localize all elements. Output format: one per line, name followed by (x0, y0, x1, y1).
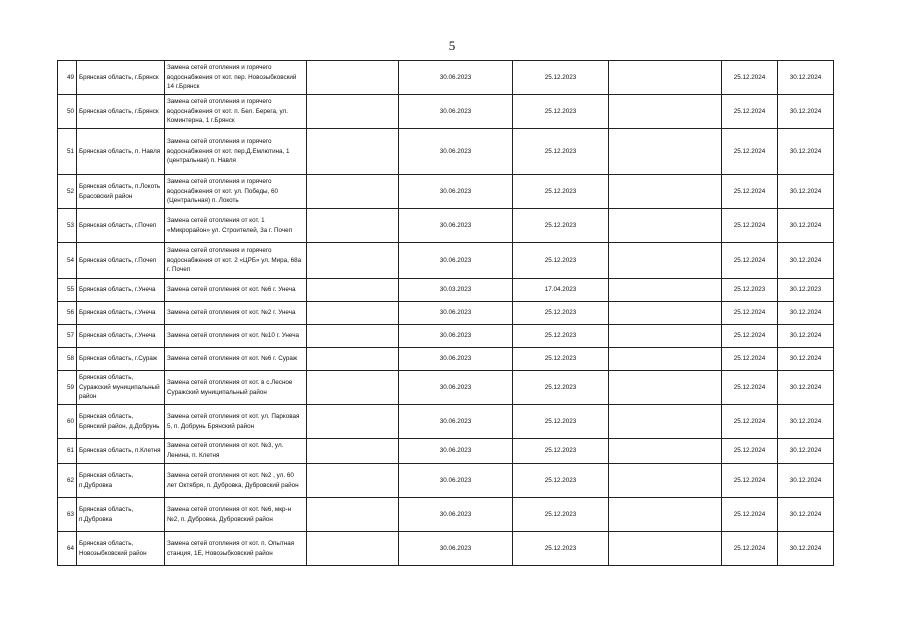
empty-cell (307, 348, 399, 371)
empty-cell (307, 95, 399, 129)
empty-cell (307, 243, 399, 279)
empty-cell (307, 464, 399, 498)
date-cell-4: 30.12.2024 (778, 129, 834, 175)
date-cell-3: 25.12.2024 (722, 439, 778, 464)
empty-cell (609, 302, 722, 325)
table-row (58, 279, 834, 302)
empty-cell (609, 325, 722, 348)
region-cell: Брянская область, Брянский район, д.Добрунь (77, 405, 165, 439)
region-cell: Брянская область, г.Почеп (77, 209, 165, 243)
empty-cell (609, 371, 722, 405)
date-cell-3: 25.12.2024 (722, 129, 778, 175)
date-cell-2: 25.12.2023 (513, 129, 609, 175)
work-description-cell: Замена сетей отопления от кот. №6 г. Унеча (165, 279, 307, 302)
date-cell-2: 25.12.2023 (513, 498, 609, 532)
table-row (58, 464, 834, 498)
row-number: 56 (58, 302, 77, 325)
region-cell: Брянская область, п.Клетня (77, 439, 165, 464)
empty-cell (307, 209, 399, 243)
date-cell-1: 30.06.2023 (399, 129, 513, 175)
table-row (58, 95, 834, 129)
row-number: 52 (58, 175, 77, 209)
date-cell-3: 25.12.2024 (722, 464, 778, 498)
empty-cell (609, 129, 722, 175)
date-cell-3: 25.12.2024 (722, 371, 778, 405)
work-description-cell: Замена сетей отопления от кот. №6, мкр-н №2, п. Дубровка, Дубровский район (165, 498, 307, 532)
work-description-cell: Замена сетей отопления и горячего водоснабжения от кот. пер.Д.Емлютина, 1 (центральная) п. Навля (165, 129, 307, 175)
work-description-cell: Замена сетей отопления от кот. №6 г. Сураж (165, 348, 307, 371)
table-row (58, 498, 834, 532)
empty-cell (307, 439, 399, 464)
empty-cell (307, 371, 399, 405)
date-cell-2: 25.12.2023 (513, 325, 609, 348)
date-cell-4: 30.12.2024 (778, 405, 834, 439)
table-row (58, 371, 834, 405)
date-cell-4: 30.12.2024 (778, 371, 834, 405)
work-description-cell: Замена сетей отопления и горячего водоснабжения от кот. пер. Новозыбковский 14 г.Брянск (165, 61, 307, 95)
date-cell-1: 30.06.2023 (399, 348, 513, 371)
date-cell-3: 25.12.2024 (722, 302, 778, 325)
empty-cell (609, 405, 722, 439)
empty-cell (307, 532, 399, 566)
empty-cell (307, 129, 399, 175)
row-number: 61 (58, 439, 77, 464)
row-number: 58 (58, 348, 77, 371)
table-row (58, 175, 834, 209)
row-number: 54 (58, 243, 77, 279)
work-description-cell: Замена сетей отопления от кот. п. Опытная станция, 1Е, Новозыбковский район (165, 532, 307, 566)
date-cell-4: 30.12.2024 (778, 175, 834, 209)
table-row (58, 302, 834, 325)
row-number: 63 (58, 498, 77, 532)
region-cell: Брянская область, п.Дубровка (77, 498, 165, 532)
date-cell-3: 25.12.2024 (722, 175, 778, 209)
date-cell-2: 25.12.2023 (513, 348, 609, 371)
work-description-cell: Замена сетей отопления от кот. №2 , ул. 60 лет Октября, п. Дубровка, Дубровский район (165, 464, 307, 498)
empty-cell (307, 325, 399, 348)
date-cell-1: 30.06.2023 (399, 405, 513, 439)
empty-cell (609, 209, 722, 243)
date-cell-3: 25.12.2024 (722, 209, 778, 243)
date-cell-4: 30.12.2024 (778, 61, 834, 95)
region-cell: Брянская область, г.Брянск (77, 61, 165, 95)
date-cell-2: 25.12.2023 (513, 302, 609, 325)
empty-cell (307, 405, 399, 439)
date-cell-4: 30.12.2023 (778, 279, 834, 302)
date-cell-4: 30.12.2024 (778, 348, 834, 371)
date-cell-2: 25.12.2023 (513, 464, 609, 498)
table-row (58, 532, 834, 566)
date-cell-1: 30.06.2023 (399, 464, 513, 498)
date-cell-2: 25.12.2023 (513, 405, 609, 439)
empty-cell (609, 439, 722, 464)
row-number: 64 (58, 532, 77, 566)
date-cell-4: 30.12.2024 (778, 532, 834, 566)
date-cell-1: 30.06.2023 (399, 498, 513, 532)
date-cell-3: 25.12.2024 (722, 61, 778, 95)
table-row (58, 61, 834, 95)
work-description-cell: Замена сетей отопления от кот. №3, ул. Ленина, п. Клетня (165, 439, 307, 464)
empty-cell (307, 175, 399, 209)
date-cell-2: 25.12.2023 (513, 439, 609, 464)
work-description-cell: Замена сетей отопления и горячего водоснабжения от кот. п. Бел. Берега, ул. Коминтерна, 1 г.Брянск (165, 95, 307, 129)
empty-cell (307, 61, 399, 95)
table-row (58, 439, 834, 464)
row-number: 57 (58, 325, 77, 348)
date-cell-2: 25.12.2023 (513, 243, 609, 279)
work-description-cell: Замена сетей отопления от кот. 1 «Микрорайон» ул. Строителей, 3а г. Почеп (165, 209, 307, 243)
date-cell-1: 30.06.2023 (399, 61, 513, 95)
work-description-cell: Замена сетей отопления и горячего водоснабжения от кот. 2 «ЦРБ» ул. Мира, 68а г. Почеп (165, 243, 307, 279)
date-cell-2: 25.12.2023 (513, 175, 609, 209)
empty-cell (307, 498, 399, 532)
row-number: 49 (58, 61, 77, 95)
region-cell: Брянская область, Суражский муниципальный район (77, 371, 165, 405)
empty-cell (307, 279, 399, 302)
date-cell-3: 25.12.2024 (722, 498, 778, 532)
region-cell: Брянская область, г.Унеча (77, 279, 165, 302)
date-cell-1: 30.06.2023 (399, 302, 513, 325)
date-cell-1: 30.06.2023 (399, 371, 513, 405)
region-cell: Брянская область, п.Локоть Брасовский район (77, 175, 165, 209)
row-number: 55 (58, 279, 77, 302)
date-cell-4: 30.12.2024 (778, 464, 834, 498)
table-row (58, 129, 834, 175)
date-cell-1: 30.06.2023 (399, 209, 513, 243)
table-row (58, 243, 834, 279)
region-cell: Брянская область, г.Брянск (77, 95, 165, 129)
date-cell-3: 25.12.2024 (722, 532, 778, 566)
empty-cell (609, 498, 722, 532)
region-cell: Брянская область, г.Унеча (77, 325, 165, 348)
date-cell-2: 25.12.2023 (513, 371, 609, 405)
date-cell-2: 25.12.2023 (513, 95, 609, 129)
date-cell-2: 25.12.2023 (513, 209, 609, 243)
date-cell-1: 30.06.2023 (399, 439, 513, 464)
region-cell: Брянская область, г.Унеча (77, 302, 165, 325)
row-number: 53 (58, 209, 77, 243)
date-cell-1: 30.06.2023 (399, 532, 513, 566)
work-description-cell: Замена сетей отопления от кот. №10 г. Унеча (165, 325, 307, 348)
date-cell-2: 25.12.2023 (513, 61, 609, 95)
region-cell: Брянская область, п.Дубровка (77, 464, 165, 498)
date-cell-1: 30.03.2023 (399, 279, 513, 302)
empty-cell (307, 302, 399, 325)
date-cell-4: 30.12.2024 (778, 209, 834, 243)
empty-cell (609, 243, 722, 279)
date-cell-3: 25.12.2024 (722, 95, 778, 129)
date-cell-4: 30.12.2024 (778, 439, 834, 464)
work-description-cell: Замена сетей отопления от кот. №2 г. Унеча (165, 302, 307, 325)
row-number: 59 (58, 371, 77, 405)
date-cell-1: 30.06.2023 (399, 325, 513, 348)
date-cell-3: 25.12.2024 (722, 348, 778, 371)
works-table (57, 60, 834, 566)
row-number: 62 (58, 464, 77, 498)
table-row (58, 405, 834, 439)
date-cell-1: 30.06.2023 (399, 175, 513, 209)
date-cell-4: 30.12.2024 (778, 95, 834, 129)
work-description-cell: Замена сетей отопления от кот. в с.Лесное Суражский муниципальный район (165, 371, 307, 405)
table-row (58, 209, 834, 243)
row-number: 50 (58, 95, 77, 129)
empty-cell (609, 175, 722, 209)
date-cell-1: 30.06.2023 (399, 95, 513, 129)
empty-cell (609, 464, 722, 498)
date-cell-4: 30.12.2024 (778, 498, 834, 532)
date-cell-2: 17.04.2023 (513, 279, 609, 302)
date-cell-3: 25.12.2024 (722, 405, 778, 439)
empty-cell (609, 279, 722, 302)
region-cell: Брянская область, г.Сураж (77, 348, 165, 371)
region-cell: Брянская область, Новозыбковский район (77, 532, 165, 566)
date-cell-3: 25.12.2024 (722, 243, 778, 279)
row-number: 60 (58, 405, 77, 439)
date-cell-1: 30.06.2023 (399, 243, 513, 279)
work-description-cell: Замена сетей отопления и горячего водоснабжения от кот. ул. Победы, 60 (Центральная) п. Локоть (165, 175, 307, 209)
work-description-cell: Замена сетей отопления от кот. ул. Парковая 5, п. Добрунь Брянский район (165, 405, 307, 439)
table-body (58, 61, 834, 566)
empty-cell (609, 532, 722, 566)
page-number: 5 (448, 38, 456, 53)
date-cell-4: 30.12.2024 (778, 243, 834, 279)
date-cell-3: 25.12.2024 (722, 325, 778, 348)
row-number: 51 (58, 129, 77, 175)
date-cell-3: 25.12.2023 (722, 279, 778, 302)
empty-cell (609, 348, 722, 371)
empty-cell (609, 95, 722, 129)
date-cell-4: 30.12.2024 (778, 325, 834, 348)
date-cell-2: 25.12.2023 (513, 532, 609, 566)
region-cell: Брянская область, п. Навля (77, 129, 165, 175)
table-row (58, 348, 834, 371)
empty-cell (609, 61, 722, 95)
table-row (58, 325, 834, 348)
region-cell: Брянская область, г.Почеп (77, 243, 165, 279)
date-cell-4: 30.12.2024 (778, 302, 834, 325)
